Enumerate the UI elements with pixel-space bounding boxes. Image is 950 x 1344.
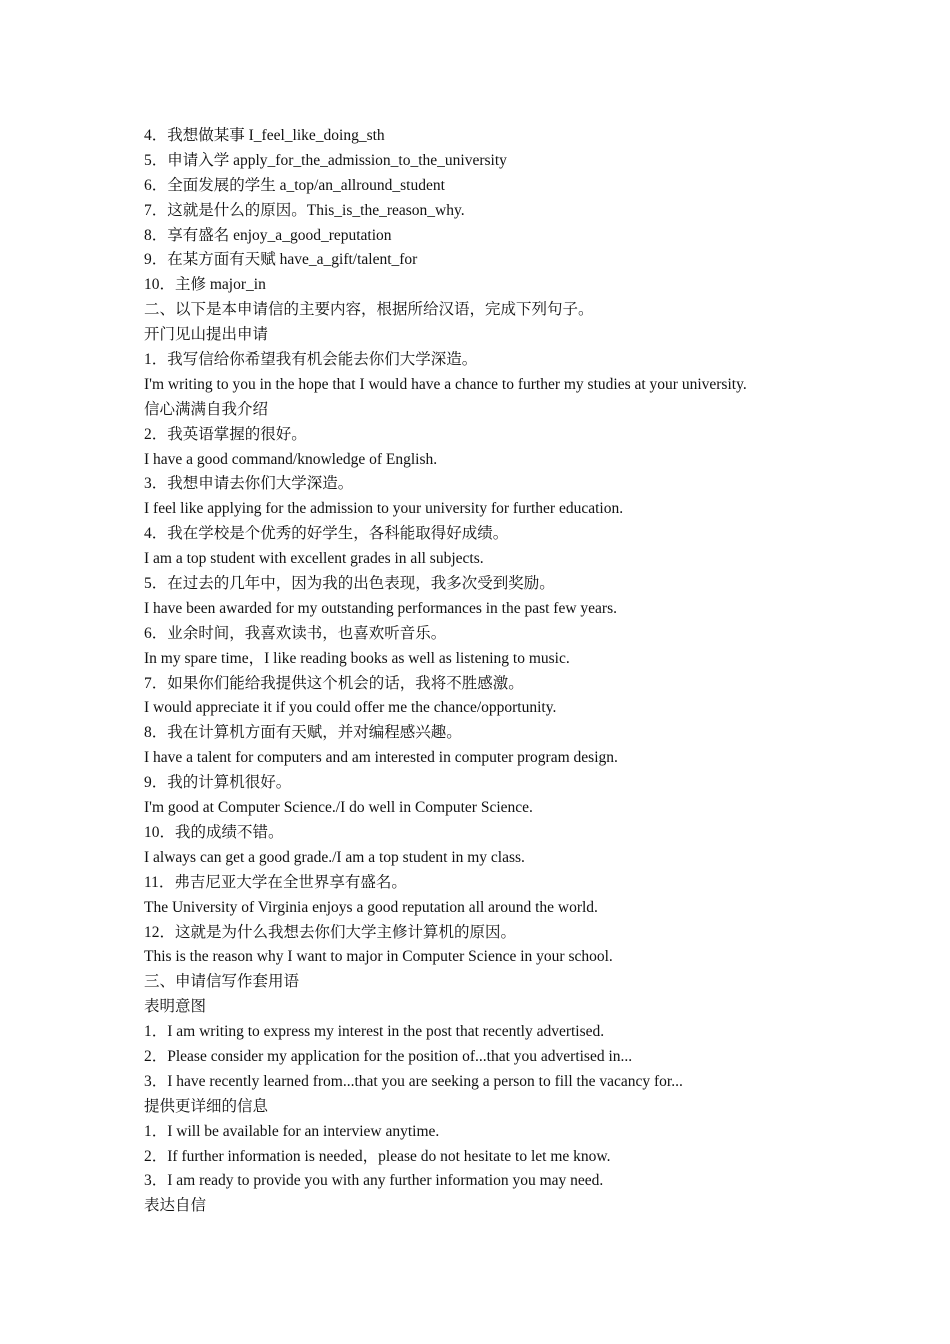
exercise-answer-3: I feel like applying for the admission to your university for further education.	[144, 500, 624, 518]
document-body	[144, 124, 844, 1219]
exercise-answer-5: I have been awarded for my outstanding performances in the past few years.	[144, 599, 617, 617]
exercise-prompt-1: 1．我写信给你希望我有机会能去你们大学深造。	[144, 351, 478, 369]
section-heading-2: 二、以下是本申请信的主要内容，根据所给汉语，完成下列句子。	[144, 301, 594, 319]
exercise-answer-1: I'm writing to you in the hope that I would have a chance to further my studies at your university.	[144, 375, 747, 393]
exercise-answer-9: I'm good at Computer Science./I do well in Computer Science.	[144, 799, 533, 817]
exercise-prompt-7: 7．如果你们能给我提供这个机会的话，我将不胜感激。	[144, 674, 524, 692]
phrase-item: 2．Please consider my application for the position of...that you advertised in...	[144, 1047, 633, 1065]
section-heading-3: 三、申请信写作套用语	[144, 973, 300, 991]
exercise-prompt-8: 8．我在计算机方面有天赋，并对编程感兴趣。	[144, 724, 462, 742]
exercise-answer-7: I would appreciate it if you could offer me the chance/opportunity.	[144, 699, 557, 717]
subsection-heading: 表达自信	[144, 1197, 207, 1215]
phrase-item: 2．If further information is needed，please do not hesitate to let me know.	[144, 1147, 611, 1165]
exercise-prompt-6: 6．业余时间，我喜欢读书，也喜欢听音乐。	[144, 624, 447, 642]
vocab-item-10: 10．主修 major_in	[144, 276, 266, 294]
exercise-answer-4: I am a top student with excellent grades in all subjects.	[144, 550, 484, 568]
exercise-answer-10: I always can get a good grade./I am a top student in my class.	[144, 848, 525, 866]
phrase-item: 3．I am ready to provide you with any further information you may need.	[144, 1172, 604, 1190]
exercise-answer-11: The University of Virginia enjoys a good reputation all around the world.	[144, 898, 598, 916]
vocab-item-6: 6．全面发展的学生 a_top/an_allround_student	[144, 176, 445, 194]
vocab-item-7: 7．这就是什么的原因。This_is_the_reason_why.	[144, 201, 465, 219]
exercise-answer-2: I have a good command/knowledge of English.	[144, 450, 438, 468]
exercise-prompt-9: 9．我的计算机很好。	[144, 774, 292, 792]
vocab-item-8: 8．享有盛名 enjoy_a_good_reputation	[144, 226, 392, 244]
phrase-item: 3．I have recently learned from...that you are seeking a person to fill the vacancy for...	[144, 1072, 683, 1090]
vocab-item-5: 5．申请入学 apply_for_the_admission_to_the_university	[144, 151, 507, 169]
phrase-item: 1．I am writing to express my interest in the post that recently advertised.	[144, 1023, 605, 1041]
subsection-heading: 表明意图	[144, 998, 207, 1016]
exercise-prompt-5: 5．在过去的几年中，因为我的出色表现，我多次受到奖励。	[144, 575, 555, 593]
exercise-answer-12: This is the reason why I want to major in Computer Science in your school.	[144, 948, 613, 966]
exercise-prompt-2: 2．我英语掌握的很好。	[144, 425, 307, 443]
vocab-item-4: 4．我想做某事 I_feel_like_doing_sth	[144, 127, 385, 144]
vocab-item-9: 9．在某方面有天赋 have_a_gift/talent_for	[144, 251, 418, 269]
exercise-prompt-3: 3．我想申请去你们大学深造。	[144, 475, 354, 493]
exercise-answer-6: In my spare time，I like reading books as well as listening to music.	[144, 649, 570, 667]
subsection-heading: 开门见山提出申请	[144, 326, 269, 344]
exercise-prompt-12: 12．这就是为什么我想去你们大学主修计算机的原因。	[144, 923, 517, 941]
exercise-prompt-10: 10．我的成绩不错。	[144, 823, 284, 841]
phrase-item: 1．I will be available for an interview anytime.	[144, 1122, 440, 1140]
exercise-prompt-11: 11．弗吉尼亚大学在全世界享有盛名。	[144, 873, 407, 891]
exercise-prompt-4: 4．我在学校是个优秀的好学生，各科能取得好成绩。	[144, 525, 509, 543]
subsection-heading: 提供更详细的信息	[144, 1097, 269, 1115]
exercise-answer-8: I have a talent for computers and am interested in computer program design.	[144, 749, 618, 767]
subsection-heading: 信心满满自我介绍	[144, 400, 269, 418]
